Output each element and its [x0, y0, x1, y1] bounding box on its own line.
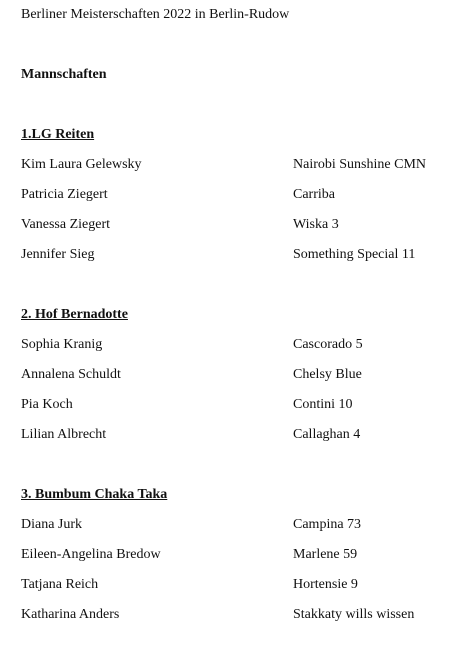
team-member-row	[0, 157, 458, 177]
team-member-row	[0, 187, 458, 207]
rider-name: Annalena Schuldt	[21, 367, 121, 382]
horse-name: Contini 10	[293, 397, 353, 412]
horse-name: Wiska 3	[293, 217, 339, 232]
section-heading-teams: Mannschaften	[21, 67, 107, 82]
team-name: 2. Hof Bernadotte	[21, 307, 128, 322]
horse-name: Stakkaty wills wissen	[293, 607, 415, 622]
rider-name: Tatjana Reich	[21, 577, 99, 592]
team-member-row	[0, 247, 458, 267]
rider-name: Sophia Kranig	[21, 337, 103, 352]
team-member-row	[0, 367, 458, 387]
horse-name: Hortensie 9	[293, 577, 358, 592]
horse-name: Marlene 59	[293, 547, 358, 562]
team-member-row	[0, 397, 458, 417]
rider-name: Katharina Anders	[21, 607, 120, 622]
document-title: Berliner Meisterschaften 2022 in Berlin-Rudow	[21, 7, 290, 22]
horse-name: Something Special 11	[293, 247, 416, 262]
rider-name: Lilian Albrecht	[21, 427, 107, 442]
team-member-row	[0, 577, 458, 597]
horse-name: Cascorado 5	[293, 337, 363, 352]
rider-name: Eileen-Angelina Bredow	[21, 547, 161, 562]
team-member-row	[0, 607, 458, 627]
horse-name: Callaghan 4	[293, 427, 361, 442]
rider-name: Vanessa Ziegert	[21, 217, 111, 232]
team-name: 3. Bumbum Chaka Taka	[21, 487, 168, 502]
team-name: 1.LG Reiten	[21, 127, 95, 142]
horse-name: Chelsy Blue	[293, 367, 362, 382]
team-member-row	[0, 517, 458, 537]
rider-name: Patricia Ziegert	[21, 187, 108, 202]
rider-name: Pia Koch	[21, 397, 73, 412]
team-member-row	[0, 217, 458, 237]
team-member-row	[0, 337, 458, 357]
team-member-row	[0, 427, 458, 447]
horse-name: Carriba	[293, 187, 335, 202]
horse-name: Campina 73	[293, 517, 362, 532]
horse-name: Nairobi Sunshine CMN	[293, 157, 426, 172]
team-member-row	[0, 547, 458, 567]
rider-name: Jennifer Sieg	[21, 247, 95, 262]
rider-name: Kim Laura Gelewsky	[21, 157, 142, 172]
rider-name: Diana Jurk	[21, 517, 83, 532]
